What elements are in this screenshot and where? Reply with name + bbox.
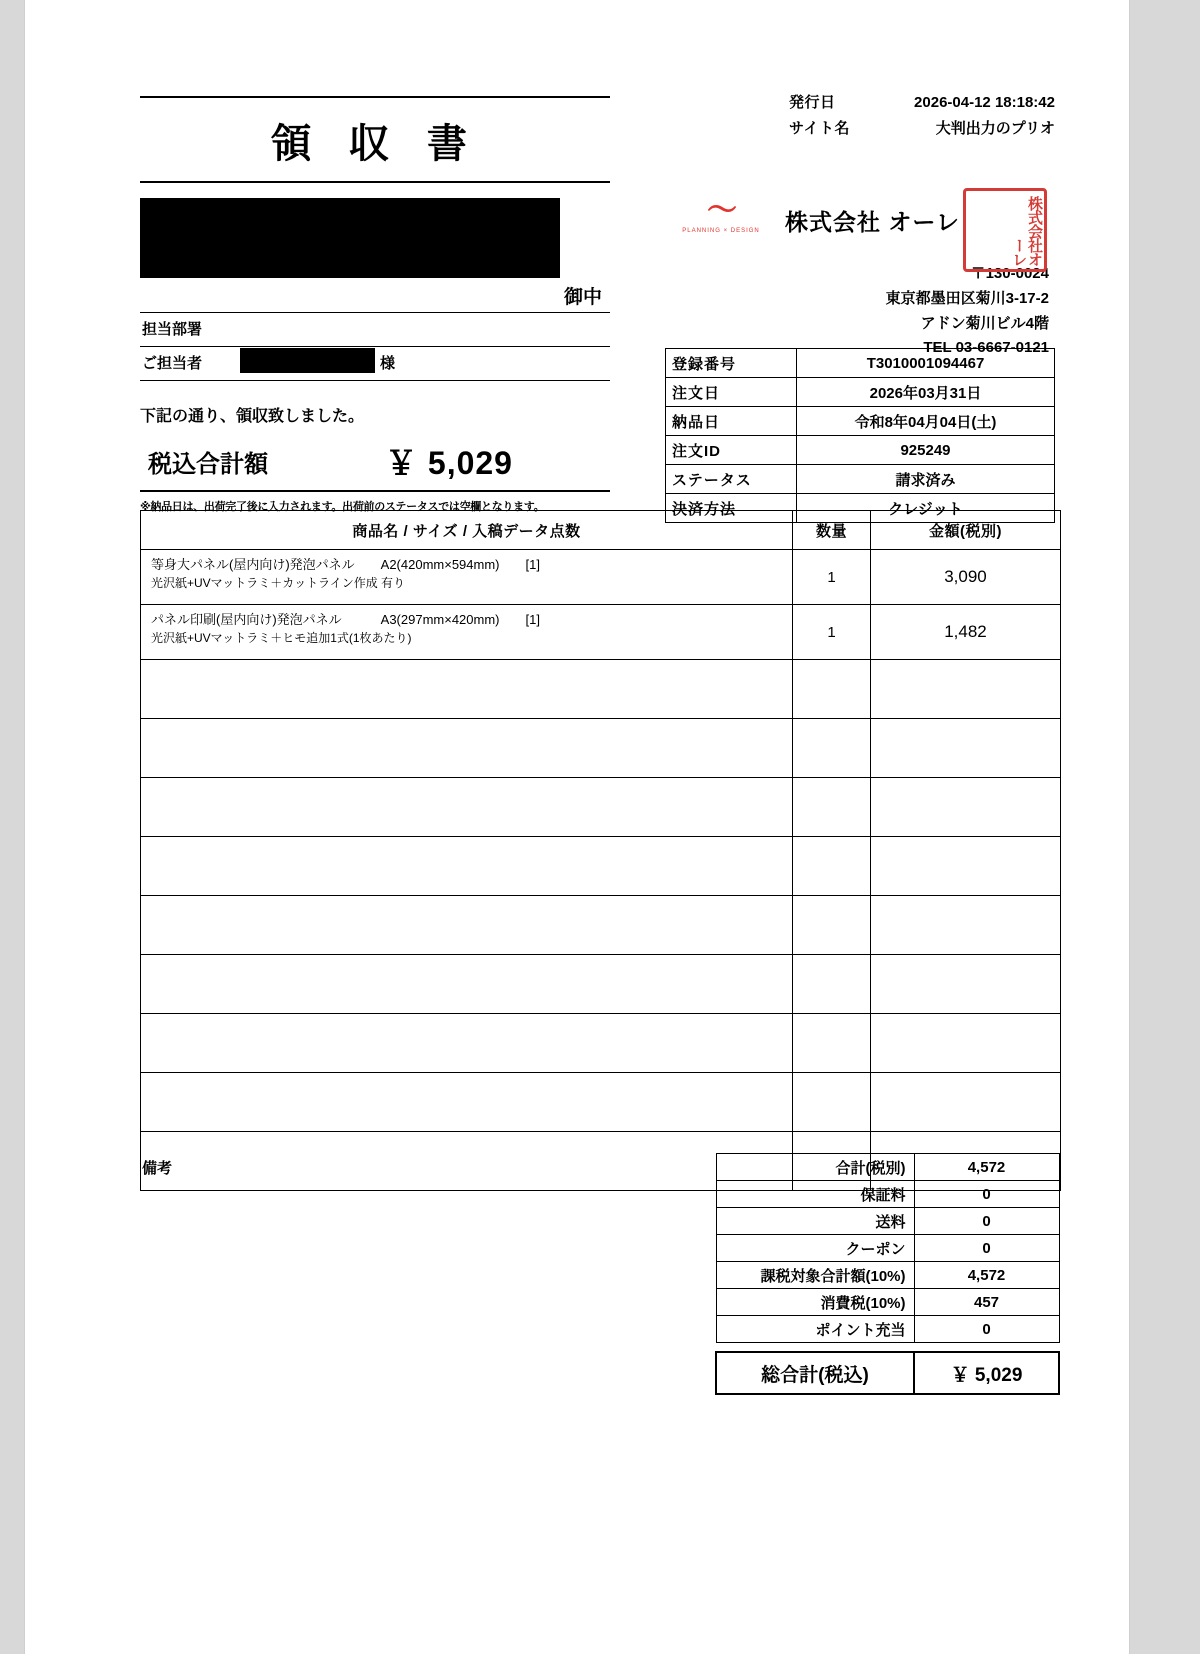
totals-label: 消費税(10%) — [716, 1289, 914, 1316]
site-name-row — [789, 116, 1055, 142]
order-info-value: クレジット — [797, 494, 1055, 523]
item-amount: 1,482 — [871, 605, 1061, 660]
item-description-line1: 等身大パネル(屋内向け)発泡パネル A2(420mm×594mm) [1] — [151, 557, 540, 572]
table-row-empty — [141, 955, 1061, 1014]
table-row-empty — [141, 660, 1061, 719]
order-info-value: 925249 — [797, 436, 1055, 465]
item-quantity-empty — [793, 1073, 871, 1132]
totals-value: 0 — [914, 1181, 1059, 1208]
item-description-empty — [141, 778, 793, 837]
grand-total-label: 総合計(税込) — [716, 1352, 914, 1394]
order-info-label: 納品日 — [666, 407, 797, 436]
company-address-line2: アドン菊川ビル4階 — [920, 314, 1049, 332]
issue-info — [789, 90, 1055, 141]
item-description-empty — [141, 1014, 793, 1073]
receipt-note: 下記の通り、領収致しました。 — [140, 408, 365, 425]
order-info-label: 注文ID — [666, 436, 797, 465]
company-identity-row — [665, 188, 1055, 266]
table-row-empty — [141, 778, 1061, 837]
table-row — [141, 605, 1061, 660]
table-row-empty — [141, 837, 1061, 896]
grand-total-row — [716, 1352, 1059, 1394]
contact-person-redacted — [240, 348, 375, 373]
totals-value: 457 — [914, 1289, 1059, 1316]
order-info-value: 2026年03月31日 — [797, 378, 1055, 407]
totals-row — [716, 1208, 1059, 1235]
item-description-line2: 光沢紙+UVマットラミ＋カットライン作成 有り — [151, 575, 406, 590]
item-quantity-empty — [793, 778, 871, 837]
order-info-value: 請求済み — [797, 465, 1055, 494]
totals-value: 0 — [914, 1235, 1059, 1262]
company-block — [665, 188, 1055, 361]
item-amount-empty — [871, 837, 1061, 896]
issue-date-value: 2026-04-12 18:18:42 — [914, 94, 1055, 111]
tax-included-total-label: 税込合計額 — [148, 451, 268, 478]
company-postal-code: 〒130-0024 — [970, 265, 1049, 282]
items-table — [140, 510, 1061, 1191]
item-description-empty — [141, 1073, 793, 1132]
company-seal-stamp: 株式会社オーレ — [963, 188, 1047, 272]
item-quantity-empty — [793, 896, 871, 955]
site-name-label: サイト名 — [789, 119, 850, 137]
company-address-line1: 東京都墨田区菊川3-17-2 — [885, 289, 1049, 307]
order-info-table — [665, 348, 1055, 523]
totals-table — [715, 1153, 1060, 1395]
page-title: 領 収 書 — [271, 121, 479, 167]
logo-tagline: PLANNING × DESIGN — [682, 228, 760, 234]
item-quantity-empty — [793, 660, 871, 719]
totals-label: 保証料 — [716, 1181, 914, 1208]
table-row-empty — [141, 719, 1061, 778]
item-description-empty — [141, 837, 793, 896]
item-quantity-empty — [793, 1014, 871, 1073]
order-info-row — [666, 465, 1055, 494]
item-amount-empty — [871, 1014, 1061, 1073]
customer-name-redacted — [140, 198, 560, 278]
item-amount-empty — [871, 1073, 1061, 1132]
receipt-document — [135, 60, 1055, 1386]
table-row-empty — [141, 1014, 1061, 1073]
items-header-qty: 数量 — [793, 511, 871, 550]
onchu-row — [140, 278, 610, 313]
totals-spacer — [716, 1343, 1059, 1353]
issue-date-label: 発行日 — [789, 94, 836, 111]
contact-person-row — [140, 347, 610, 381]
site-name-value: 大判出力のプリオ — [935, 119, 1055, 137]
company-logo-icon — [675, 196, 767, 234]
item-description — [141, 605, 793, 660]
order-info-row — [666, 436, 1055, 465]
item-quantity-empty — [793, 837, 871, 896]
order-info-row — [666, 407, 1055, 436]
item-description-empty — [141, 896, 793, 955]
sama-label: 様 — [380, 355, 396, 372]
totals-row — [716, 1316, 1059, 1343]
item-amount-empty — [871, 660, 1061, 719]
order-info-row — [666, 378, 1055, 407]
totals-row — [716, 1289, 1059, 1316]
table-row-empty — [141, 896, 1061, 955]
receipt-sheet — [25, 0, 1129, 1654]
department-label: 担当部署 — [142, 321, 203, 338]
order-info-label: ステータス — [666, 465, 797, 494]
totals-row — [716, 1235, 1059, 1262]
totals-label: 課税対象合計額(10%) — [716, 1262, 914, 1289]
item-amount-empty — [871, 719, 1061, 778]
onchu-label: 御中 — [563, 287, 602, 308]
item-quantity: 1 — [793, 550, 871, 605]
totals-label: クーポン — [716, 1235, 914, 1262]
totals-label: 合計(税別) — [716, 1154, 914, 1181]
contact-person-label: ご担当者 — [142, 355, 203, 372]
item-quantity-empty — [793, 955, 871, 1014]
delivery-date-note: ※納品日は、出荷完了後に入力されます。出荷前のステータスでは空欄となります。 — [140, 501, 545, 513]
document-header — [135, 60, 1055, 170]
order-info-value: T3010001094467 — [797, 349, 1055, 378]
totals-row — [716, 1154, 1059, 1181]
item-description-line2: 光沢紙+UVマットラミ＋ヒモ追加1式(1枚あたり) — [151, 630, 412, 645]
totals-value: 4,572 — [914, 1262, 1059, 1289]
item-amount: 3,090 — [871, 550, 1061, 605]
item-quantity: 1 — [793, 605, 871, 660]
order-info-label: 注文日 — [666, 378, 797, 407]
logo-swoosh-icon: 〜 — [707, 194, 735, 227]
order-info-label: 決済方法 — [666, 494, 797, 523]
table-row — [141, 550, 1061, 605]
item-description-empty — [141, 660, 793, 719]
item-quantity-empty — [793, 719, 871, 778]
customer-block — [140, 198, 610, 514]
items-header-row — [141, 511, 1061, 550]
item-description-empty — [141, 719, 793, 778]
order-info-value: 令和8年04月04日(土) — [797, 407, 1055, 436]
item-description-empty — [141, 1132, 793, 1191]
totals-value: 0 — [914, 1316, 1059, 1343]
department-row — [140, 313, 610, 347]
totals-label: ポイント充当 — [716, 1316, 914, 1343]
items-header-name: 商品名 / サイズ / 入稿データ点数 — [141, 511, 793, 550]
company-tel: TEL 03-6667-0121 — [923, 339, 1049, 357]
item-amount-empty — [871, 955, 1061, 1014]
items-header-amount: 金額(税別) — [871, 511, 1061, 550]
title-box — [140, 96, 610, 183]
totals-label: 送料 — [716, 1208, 914, 1235]
order-info-label: 登録番号 — [666, 349, 797, 378]
title-rule-bottom — [140, 181, 610, 183]
tax-included-total-row — [140, 442, 610, 492]
item-description-line1: パネル印刷(屋内向け)発泡パネル A3(297mm×420mm) [1] — [151, 612, 540, 627]
item-amount-empty — [871, 778, 1061, 837]
company-name: 株式会社 オーレ — [785, 209, 960, 235]
item-description-empty — [141, 955, 793, 1014]
table-row-empty — [141, 1073, 1061, 1132]
company-address — [665, 262, 1055, 361]
remarks-label: 備考 — [142, 1160, 173, 1177]
totals-row — [716, 1262, 1059, 1289]
item-amount-empty — [871, 896, 1061, 955]
totals-value: 0 — [914, 1208, 1059, 1235]
totals-row — [716, 1181, 1059, 1208]
tax-included-total-amount: ￥ 5,029 — [385, 445, 513, 481]
item-description — [141, 550, 793, 605]
issue-date-row — [789, 90, 1055, 116]
totals-value: 4,572 — [914, 1154, 1059, 1181]
grand-total-value: ￥ 5,029 — [914, 1352, 1059, 1394]
order-info-row — [666, 349, 1055, 378]
